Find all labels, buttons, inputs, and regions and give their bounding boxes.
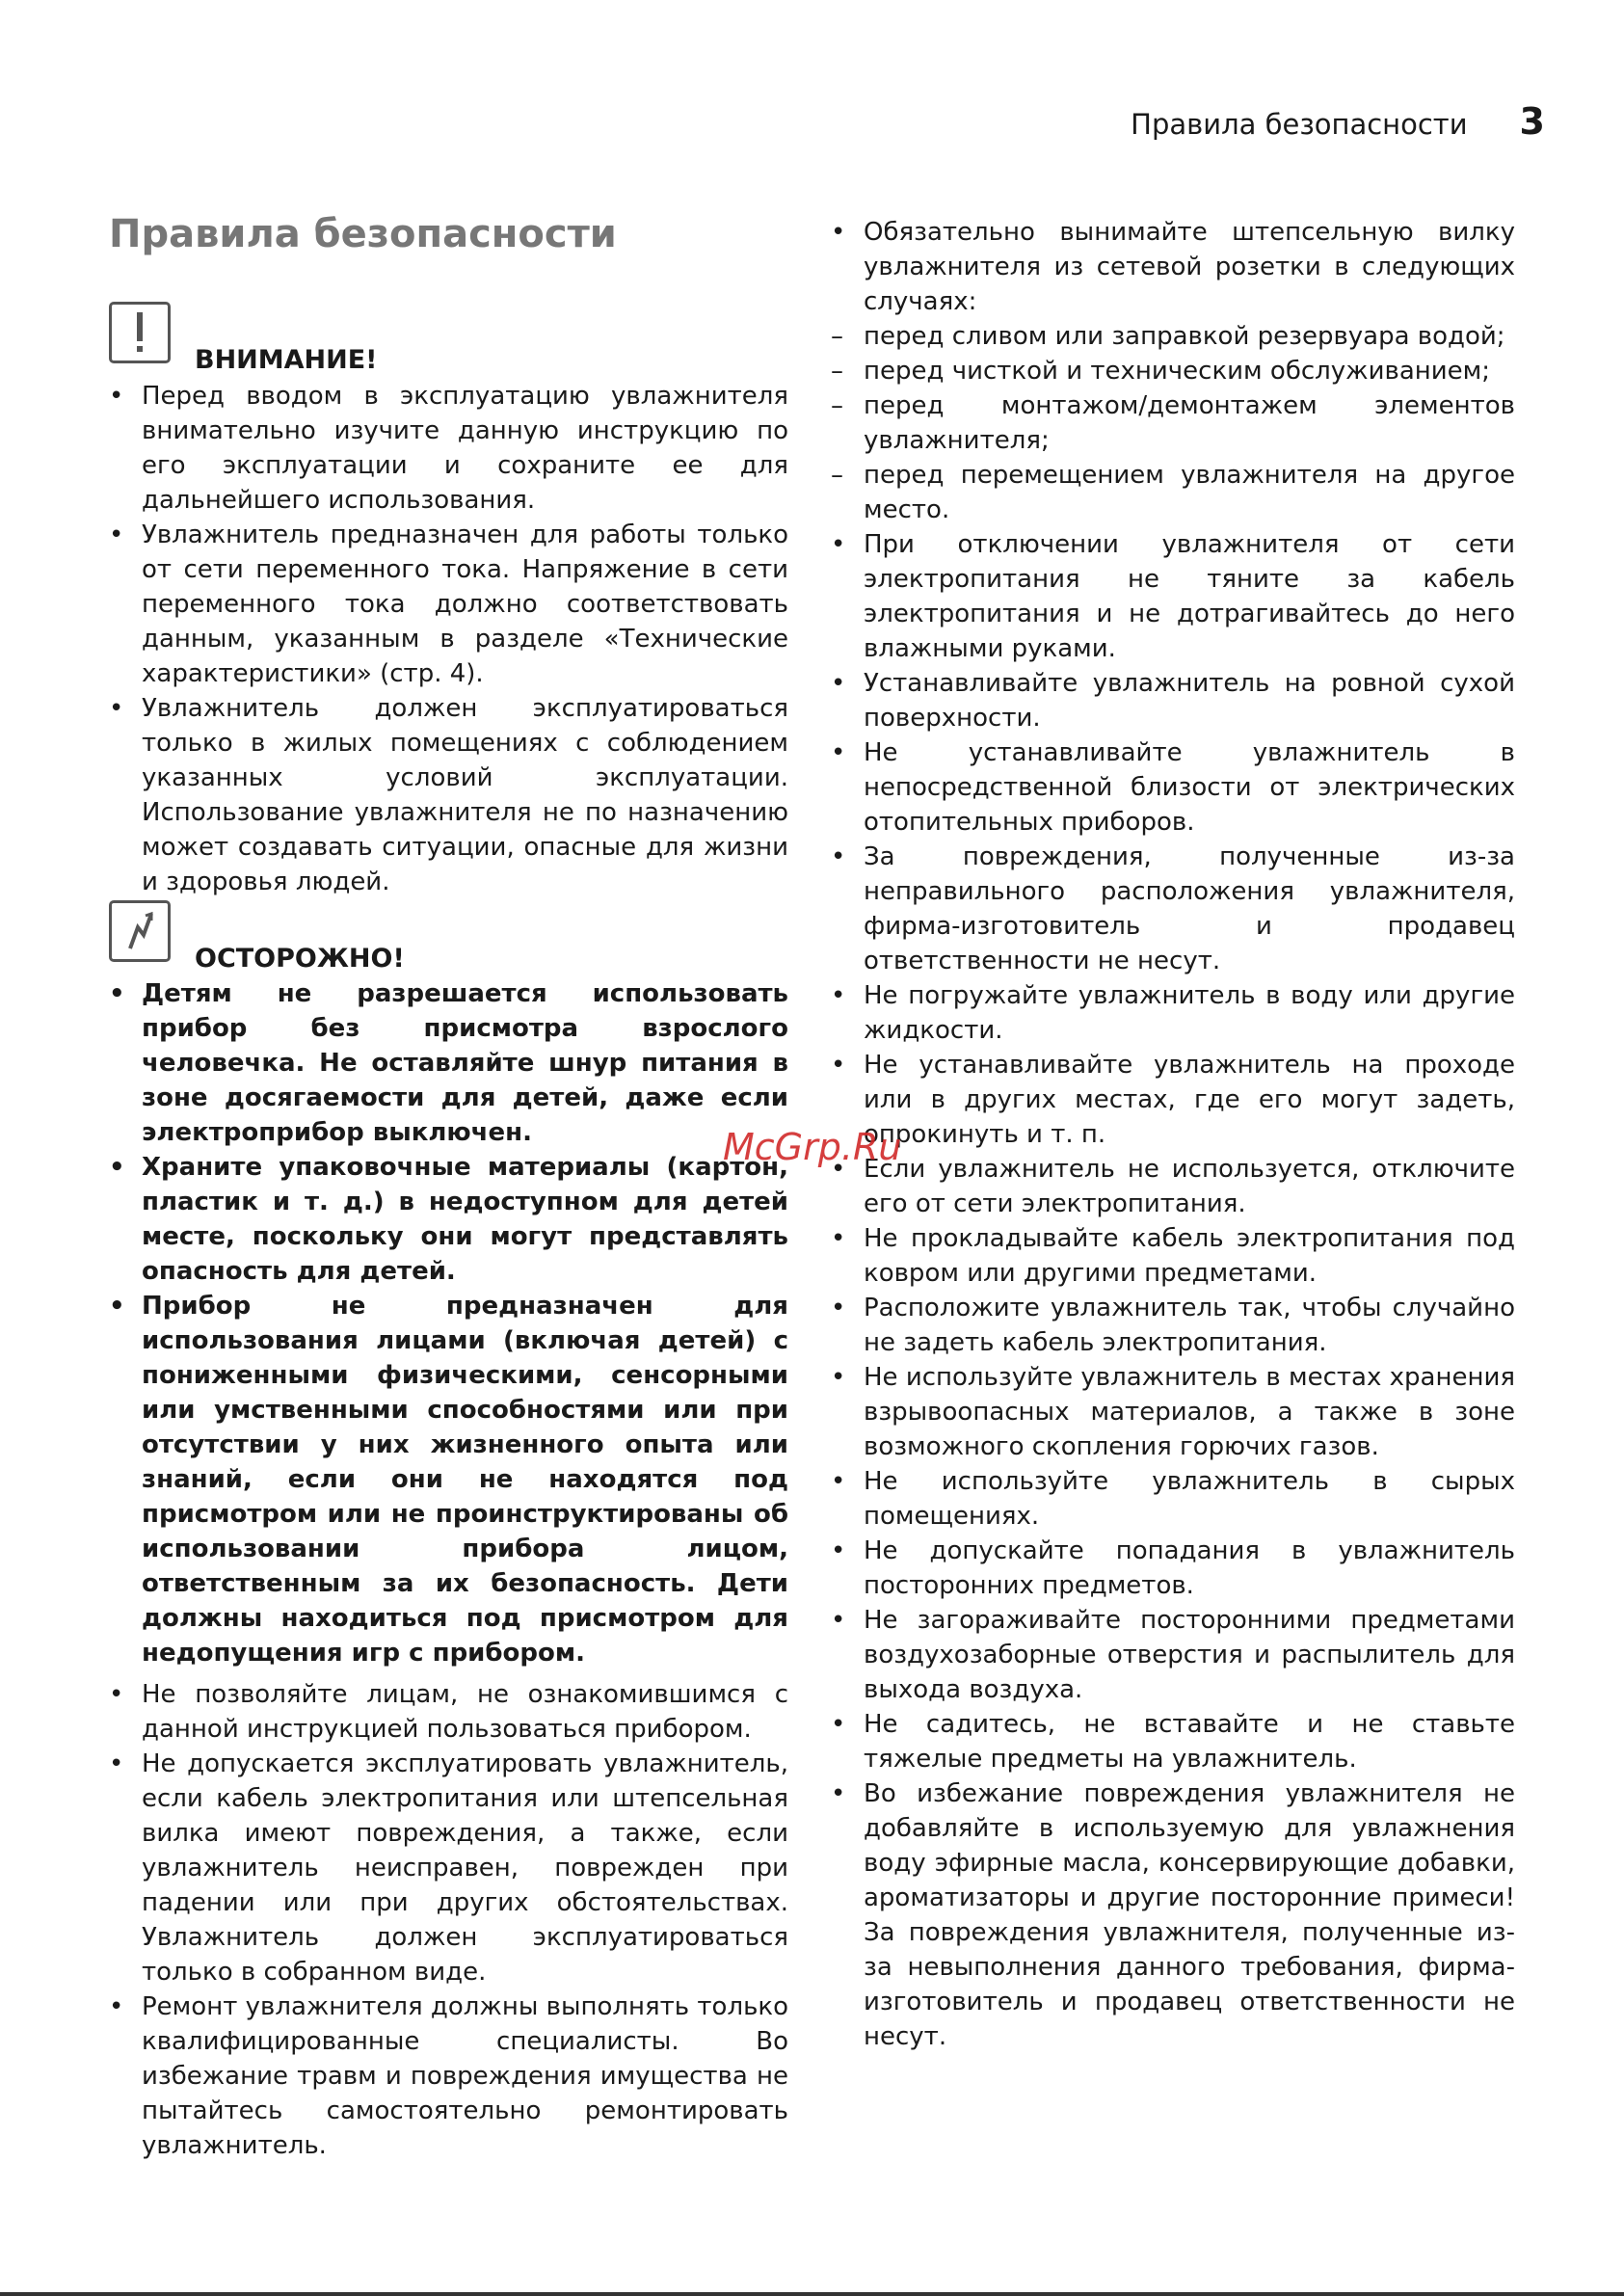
list-item: • Храните упаковочные материалы (картон, пластик и т. д.) в недоступном для детей месте, поскольку они могут представлять опасность для детей. (109, 1150, 788, 1289)
list-item: • Увлажнитель должен эксплуатироваться только в жилых помещениях с соблюдением указанных условий эксплуатации. Использование увлажнителя не по назначению может создавать ситуации, опасные для жизни и здоровья людей. (109, 691, 788, 899)
list-item: • Прибор не предназначен для использования лицами (включая детей) с пониженными физическими, сенсорными или умственными способностями или при отсутствии у них жизненного опыта или знаний, если они не находятся под присмотром или не проинструктированы об использовании прибора лицом, ответственным за их безопасность. Дети должны находиться под присмотром для недопущения игр с прибором. (109, 1289, 788, 1670)
warning-list (109, 379, 788, 899)
list-item: • Не допускается эксплуатировать увлажнитель, если кабель электропитания или штепсельная вилка имеют повреждения, а также, если увлажнитель неисправен, поврежден при падении или при других обстоятельствах. Увлажнитель должен эксплуатироваться только в собранном виде. (109, 1747, 788, 1989)
caution-list (109, 1677, 788, 2163)
watermark: McGrp.Ru (723, 1126, 902, 1168)
caution-label: ОСТОРОЖНО! (195, 944, 405, 974)
list-item: • Устанавливайте увлажнитель на ровной сухой поверхности. (831, 666, 1515, 735)
running-header (1131, 100, 1545, 143)
list-item: • При отключении увлажнителя от сети электропитания не тяните за кабель электропитания и не дотрагивайтесь до него влажными руками. (831, 527, 1515, 666)
list-item: • Не используйте увлажнитель в местах хранения взрывоопасных материалов, а также в зоне возможного скопления горючих газов. (831, 1360, 1515, 1464)
section-title: Правила безопасности (109, 212, 617, 256)
list-item: • За повреждения, полученные из-за неправильного расположения увлажнителя, фирма-изготовитель и продавец ответственности не несут. (831, 840, 1515, 978)
list-item: – перед чисткой и техническим обслуживанием; (831, 354, 1515, 388)
list-item: • Не допускайте попадания в увлажнитель посторонних предметов. (831, 1534, 1515, 1603)
list-item: • Увлажнитель предназначен для работы только от сети переменного тока. Напряжение в сети переменного тока должно соответствовать данным, указанным в разделе «Технические характеристики» (стр. 4). (109, 518, 788, 691)
list-item: • Во избежание повреждения увлажнителя не добавляйте в используемую для увлажнения воду эфирные масла, консервирующие добавки, ароматизаторы и другие посторонние примеси! За повреждения увлажнителя, полученные из-за невыполнения данного требования, фирма-изготовитель и продавец ответственности не несут. (831, 1776, 1515, 2054)
page-number: 3 (1519, 100, 1545, 143)
list-item: • Если увлажнитель не используется, отключите его от сети электропитания. (831, 1152, 1515, 1221)
caution-notice (109, 900, 405, 974)
list-item: • Перед вводом в эксплуатацию увлажнителя внимательно изучите данную инструкцию по его эксплуатации и сохраните ее для дальнейшего использования. (109, 379, 788, 518)
list-item: – перед монтажом/демонтажем элементов увлажнителя; (831, 388, 1515, 458)
lightning-icon (109, 900, 171, 962)
exclamation-icon (109, 302, 171, 363)
list-item: • Обязательно вынимайте штепсельную вилку увлажнителя из сетевой розетки в следующих случаях: (831, 215, 1515, 319)
list-item: – перед сливом или заправкой резервуара водой; (831, 319, 1515, 354)
list-item: • Ремонт увлажнителя должны выполнять только квалифицированные специалисты. Во избежание травм и повреждения имущества не пытайтесь самостоятельно ремонтировать увлажнитель. (109, 1989, 788, 2163)
warning-notice (109, 302, 378, 375)
list-item: • Расположите увлажнитель так, чтобы случайно не задеть кабель электропитания. (831, 1291, 1515, 1360)
list-item: • Не погружайте увлажнитель в воду или другие жидкости. (831, 978, 1515, 1048)
list-item: • Не прокладывайте кабель электропитания под ковром или другими предметами. (831, 1221, 1515, 1291)
list-item: • Не устанавливайте увлажнитель на проходе или в других местах, где его могут задеть, опрокинуть и т. п. (831, 1048, 1515, 1152)
running-title: Правила безопасности (1131, 108, 1468, 141)
list-item: – перед перемещением увлажнителя на другое место. (831, 458, 1515, 527)
bottom-rule (0, 2292, 1624, 2296)
list-item: • Не используйте увлажнитель в сырых помещениях. (831, 1464, 1515, 1534)
list-item: • Не позволяйте лицам, не ознакомившимся с данной инструкцией пользоваться прибором. (109, 1677, 788, 1747)
right-column-list (831, 215, 1515, 2054)
list-item: • Детям не разрешается использовать прибор без присмотра взрослого человечка. Не оставляйте шнур питания в зоне досягаемости для детей, даже если электроприбор выключен. (109, 976, 788, 1150)
caution-bold-list (109, 976, 788, 1670)
list-item: • Не садитесь, не вставайте и не ставьте тяжелые предметы на увлажнитель. (831, 1707, 1515, 1776)
list-item: • Не загораживайте посторонними предметами воздухозаборные отверстия и распылитель для выхода воздуха. (831, 1603, 1515, 1707)
warning-label: ВНИМАНИЕ! (195, 345, 378, 375)
list-item: • Не устанавливайте увлажнитель в непосредственной близости от электрических отопительных приборов. (831, 735, 1515, 840)
